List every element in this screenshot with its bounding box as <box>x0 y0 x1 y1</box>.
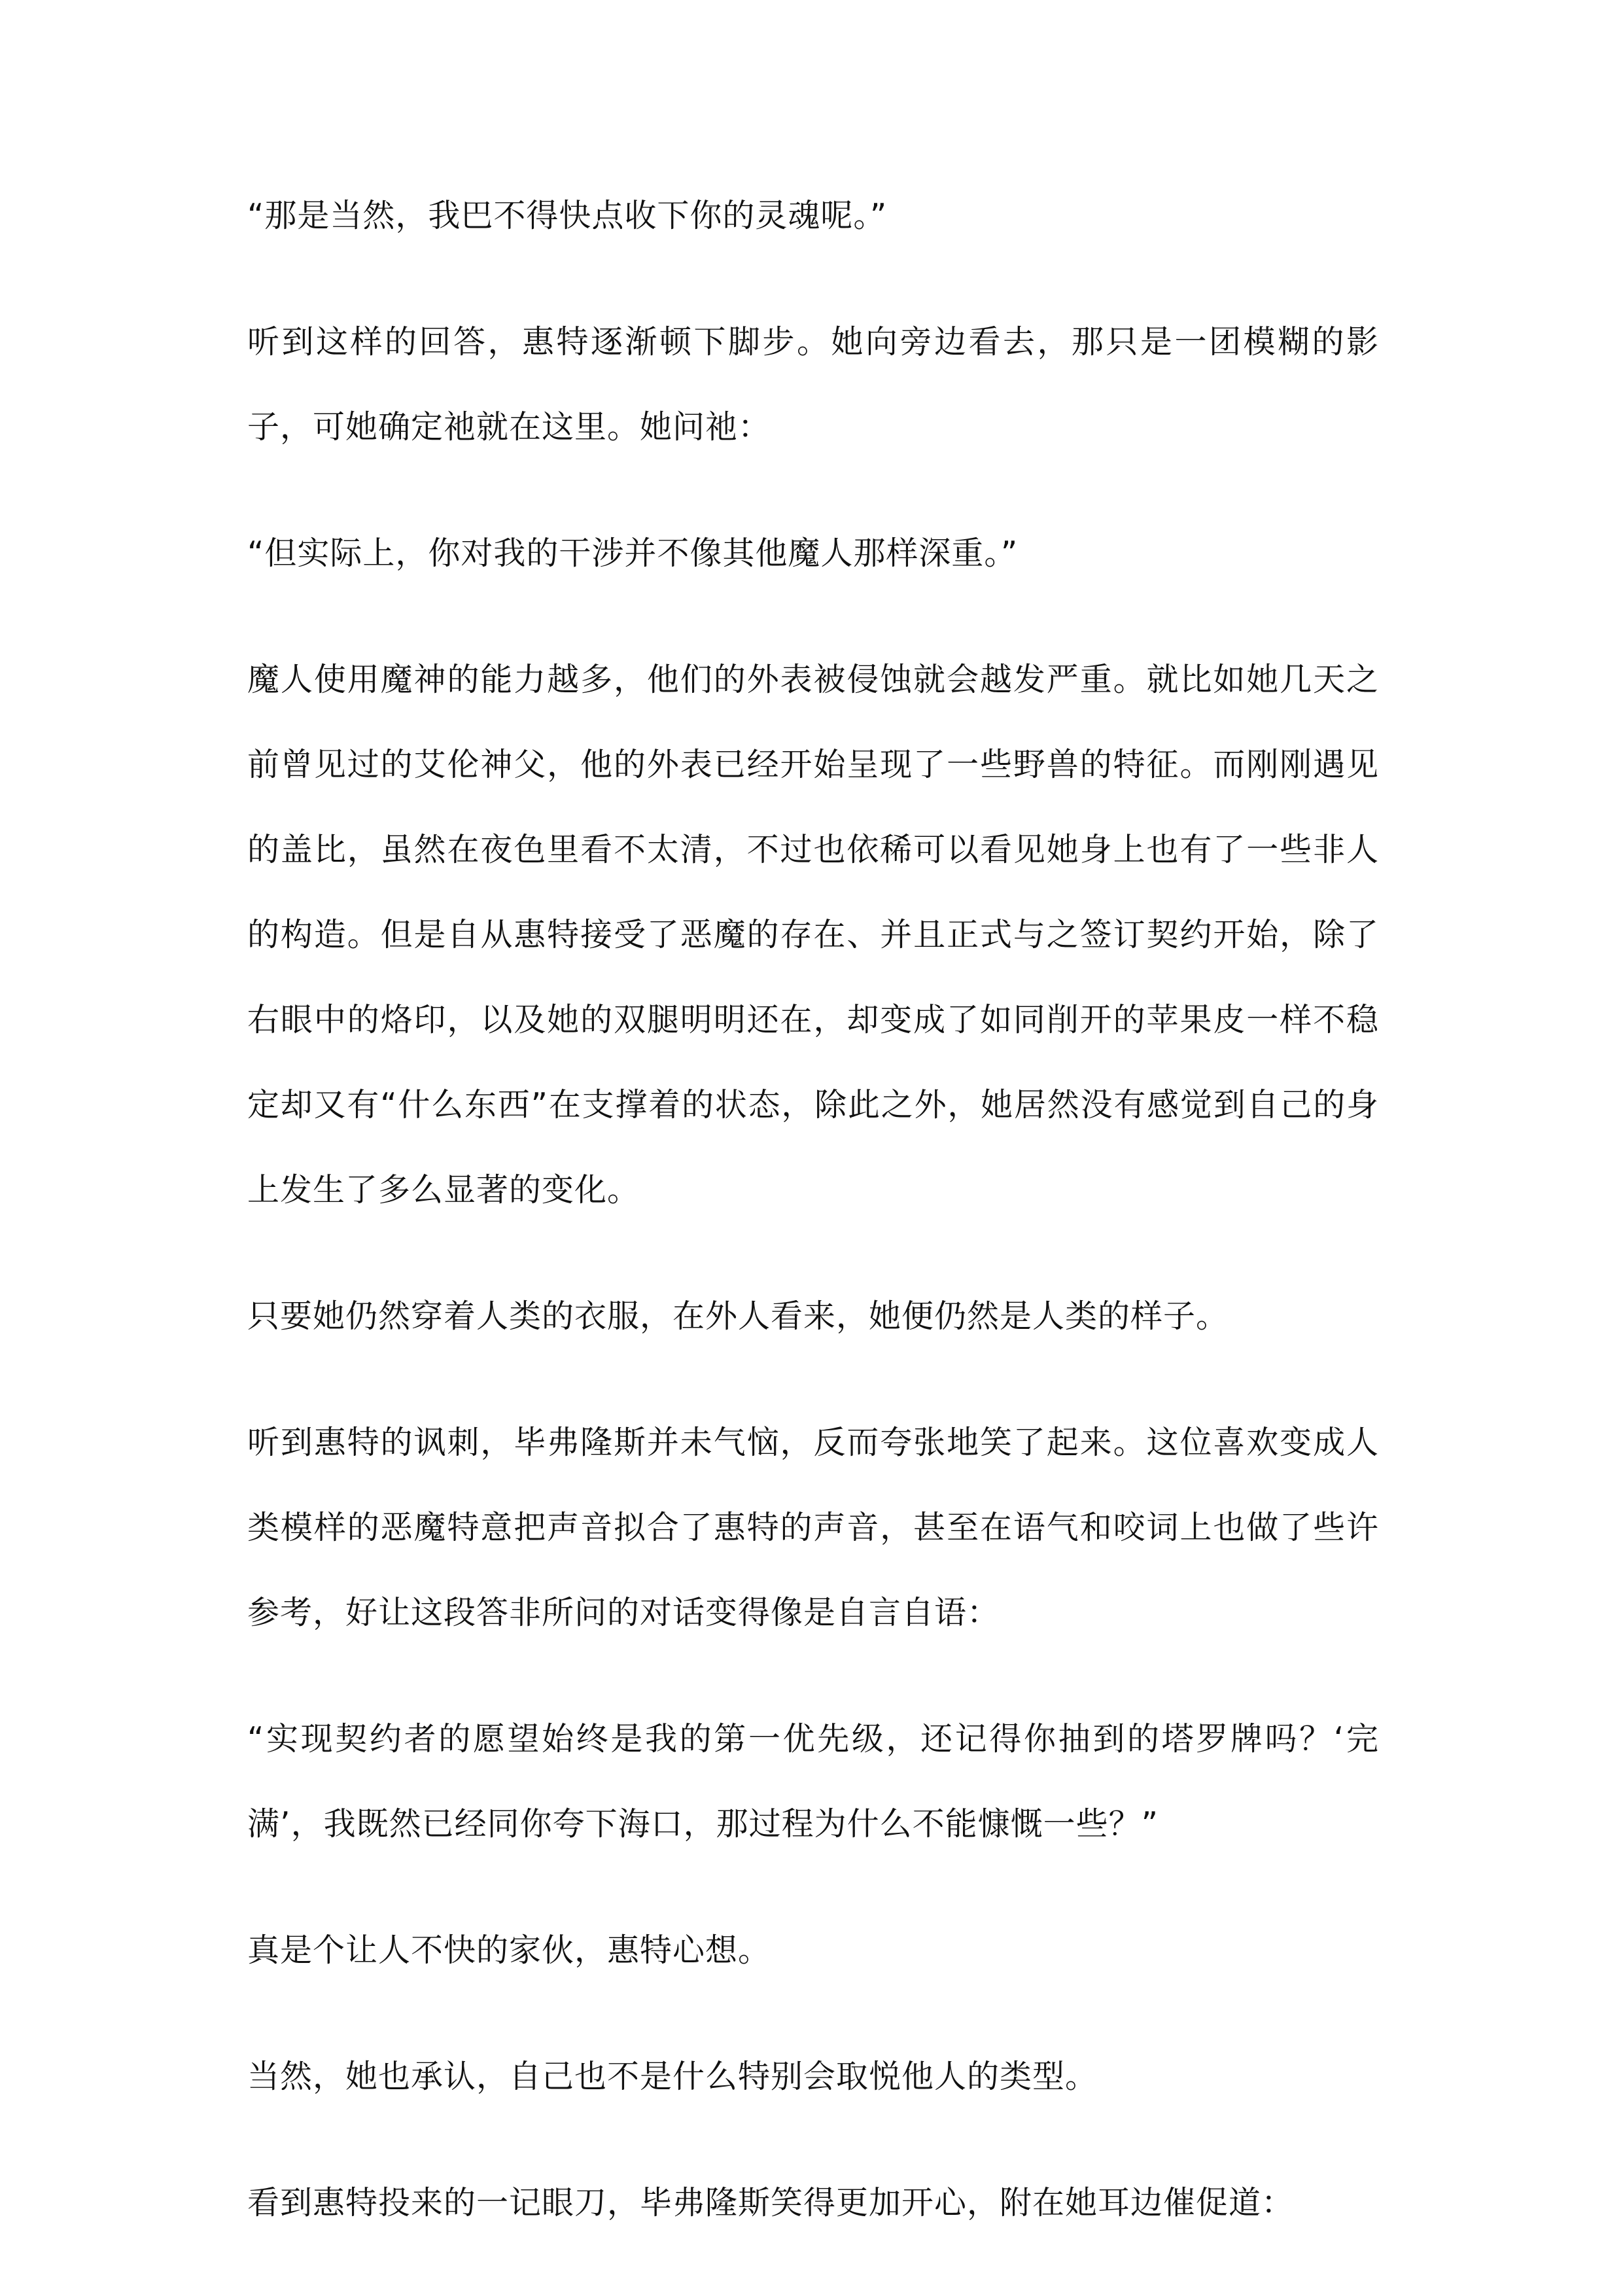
paragraph-7: “实现契约者的愿望始终是我的第一优先级，还记得你抽到的塔罗牌吗？‘完满’，我既然已经同你夸下海口，那过程为什么不能慷慨一些？” <box>247 1720 1379 1843</box>
paragraph-10: 看到惠特投来的一记眼刀，毕弗隆斯笑得更加开心，附在她耳边催促道： <box>247 2184 1295 2221</box>
paragraph-4: 魔人使用魔神的能力越多，他们的外表被侵蚀就会越发严重。就比如她几天之前曾见过的艾伦神父，他的外表已经开始呈现了一些野兽的特征。而刚刚遇见的盖比，虽然在夜色里看不太清，不过也依稀可以看见她身上也有了一些非人的构造。但是自从惠特接受了恶魔的存在、并且正式与之签订契约开始，除了右眼中的烙印，以及她的双腿明明还在，却变成了如同削开的苹果皮一样不稳定却又有“什么东西”在支撑着的状态，除此之外，她居然没有感觉到自己的身上发生了多么显著的变化。 <box>247 661 1379 1209</box>
paragraph-8: 真是个让人不快的家伙，惠特心想。 <box>247 1932 771 1969</box>
paragraph-9: 当然，她也承认，自己也不是什么特别会取悦他人的类型。 <box>247 2058 1098 2095</box>
paragraph-1: “那是当然，我巴不得快点收下你的灵魂呢。” <box>247 197 888 234</box>
paragraph-6: 听到惠特的讽刺，毕弗隆斯并未气恼，反而夸张地笑了起来。这位喜欢变成人类模样的恶魔特意把声音拟合了惠特的声音，甚至在语气和咬词上也做了些许参考，好让这段答非所问的对话变得像是自言自语： <box>247 1424 1379 1631</box>
paragraph-2: 听到这样的回答，惠特逐渐顿下脚步。她向旁边看去，那只是一团模糊的影子，可她确定祂就在这里。她问祂： <box>247 323 1379 446</box>
body-text <box>247 173 1379 2287</box>
paragraph-3: “但实际上，你对我的干涉并不像其他魔人那样深重。” <box>247 535 1019 572</box>
paragraph-5: 只要她仍然穿着人类的衣服，在外人看来，她便仍然是人类的样子。 <box>247 1298 1229 1335</box>
